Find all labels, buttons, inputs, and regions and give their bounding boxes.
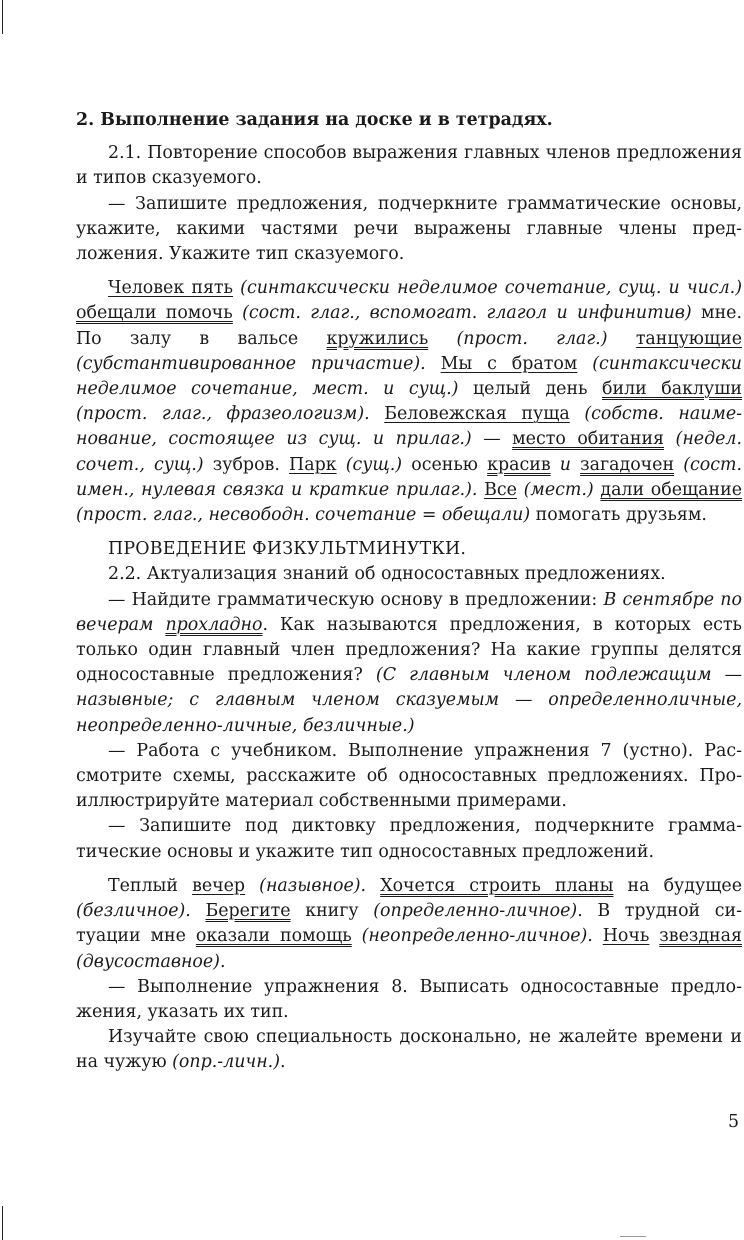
text: — Найдите грамматическую основу в предложении: bbox=[108, 589, 604, 610]
paragraph: — Выполнение упражнения 8. Выписать односоставные предложения, указать их тип. bbox=[76, 976, 742, 1022]
annotation: (собств. наименование, состоящее из сущ. и прилаг.) — bbox=[76, 404, 742, 450]
page-number: 5 bbox=[728, 1112, 740, 1132]
text: целый день bbox=[472, 379, 603, 400]
section-heading: 2. Выполнение задания на доске и в тетрадях. bbox=[76, 110, 553, 130]
annotation: (мест.) bbox=[516, 479, 601, 500]
subject: Беловежская пуща bbox=[384, 404, 570, 425]
annotation: (сост. имен., нулевая связка и краткие прилаг.). bbox=[76, 454, 742, 500]
subject: танцующие bbox=[635, 328, 742, 349]
annotation: (неопределенно-личное). bbox=[351, 926, 603, 947]
annotation: (определенно-личное) bbox=[373, 901, 578, 922]
subject: вечер bbox=[192, 875, 246, 896]
annotation: (сост. глаг., вспомогат. глагол и инфинитив) bbox=[232, 303, 692, 324]
annotation: (безличное). bbox=[76, 901, 206, 922]
predicate: место обитания bbox=[512, 429, 665, 450]
text: . bbox=[279, 1052, 286, 1073]
paragraph: — Запишите под диктовку предложения, подчеркните граммaтические основы и укажите тип односоставных предложений. bbox=[76, 816, 742, 862]
predicate: обещали помочь bbox=[76, 303, 233, 324]
predicate: оказали помощь bbox=[195, 926, 352, 947]
text: . В трудной ситуации мне bbox=[76, 901, 742, 947]
paragraph bbox=[76, 1025, 742, 1075]
annotation: (субстантивированное причастие). bbox=[76, 353, 441, 374]
paragraph: 2.1. Повторение способов выражения главных членов предложения и типов сказуемого. bbox=[76, 143, 742, 189]
annotation: (синтаксически неделимое сочетание, мест. и сущ.) bbox=[76, 353, 742, 400]
subject: Ночь bbox=[602, 926, 650, 947]
subject: Парк bbox=[289, 454, 337, 475]
text: помогать друзьям. bbox=[535, 505, 707, 526]
section-caps-title: ПРОВЕДЕНИЕ ФИЗКУЛЬТМИНУТКИ. bbox=[108, 539, 467, 560]
text: зубров. bbox=[212, 454, 290, 475]
example-paragraph bbox=[76, 276, 742, 528]
subject: Человек пять bbox=[108, 278, 234, 299]
text bbox=[649, 926, 659, 946]
annotation: (прост. глаг., несвободн. сочетание = обещали) bbox=[76, 505, 536, 526]
predicate: били баклуши bbox=[602, 379, 742, 400]
predicate: кружились bbox=[326, 328, 429, 349]
annotation: (опр.-личн.) bbox=[172, 1052, 280, 1073]
annotation: (недел. сочет., сущ.) bbox=[76, 429, 742, 475]
predicate: звездная bbox=[659, 926, 742, 947]
predicate: красив bbox=[487, 454, 551, 475]
predicate: Хочется строить планы bbox=[380, 875, 614, 896]
crop-mark bbox=[620, 1236, 646, 1237]
predicate: Берегите bbox=[205, 901, 291, 922]
crop-mark bbox=[2, 0, 3, 34]
text: книгу bbox=[290, 901, 374, 922]
annotation: (сущ.) bbox=[336, 454, 412, 475]
text: Теплый bbox=[108, 875, 193, 896]
paragraph: — Работа с учебником. Выполнение упражнения 7 (устно). Рассмотрите схемы, расскажите об односоставных предложениях. Проиллюстрируйте материал собственными примерами. bbox=[76, 740, 742, 812]
page-body bbox=[76, 108, 742, 1076]
text: Изучайте свою специальность досконально, не жалейте времени и на чужую bbox=[76, 1027, 742, 1073]
subject: Все bbox=[484, 479, 517, 500]
predicate: дали обещание bbox=[600, 479, 742, 500]
example-paragraph bbox=[76, 874, 742, 975]
paragraph bbox=[76, 588, 742, 739]
annotation: (прост. глаг., фразеологизм). bbox=[76, 404, 385, 425]
subject: Мы с братом bbox=[440, 353, 578, 374]
text: осенью bbox=[411, 454, 488, 475]
annotation: (прост. глаг.) bbox=[428, 328, 636, 349]
annotation: (двусоставное). bbox=[76, 951, 226, 972]
answer-annotation: (С главным членом подлежащим — назывные; с главным членом сказуемым — определенноличные, неопределенно-личные, безличные.) bbox=[76, 665, 742, 736]
text: . Как называются предложения, в которых есть только один главный член предложения? На какие группы делятся односоставные предложения? bbox=[76, 614, 742, 686]
predicate: загадочен bbox=[580, 454, 675, 475]
annotation: и bbox=[550, 454, 581, 475]
paragraph: 2.2. Актуализация знаний об односоставных предложениях. bbox=[108, 564, 666, 585]
annotation: (назывное). bbox=[245, 875, 381, 896]
paragraph: — Запишите предложения, подчеркните грамматические основы, укажите, какими частями речи выражены главные члены предложения. Укажите тип сказуемого. bbox=[76, 193, 742, 265]
crop-mark bbox=[2, 1206, 3, 1240]
text: на будущее bbox=[613, 875, 742, 896]
predicate: прохладно bbox=[165, 614, 263, 635]
annotation: (синтаксически неделимое сочетание, сущ. и числ.) bbox=[233, 278, 742, 299]
text: В сентябре по вечерам bbox=[76, 589, 742, 635]
text: мне. По залу в вальсе bbox=[76, 303, 742, 349]
